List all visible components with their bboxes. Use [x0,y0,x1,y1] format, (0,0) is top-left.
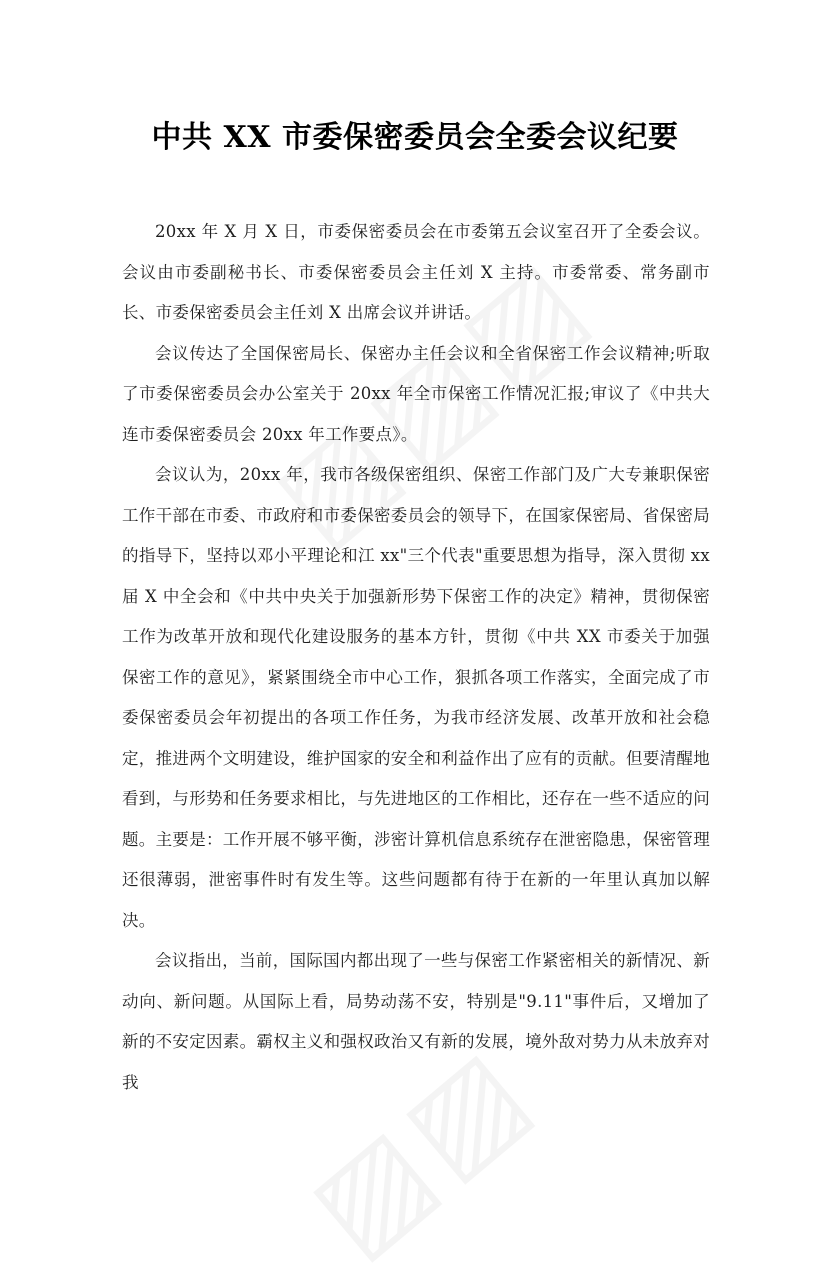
document-body [122,212,710,1103]
paragraph-meeting-assessment: 会议认为，20xx 年，我市各级保密组织、保密工作部门及广大专兼职保密工作干部在市委、市政府和市委保密委员会的领导下，在国家保密局、省保密局的指导下，坚持以邓小平理论和江 xx"三个代表"重要思想为指导，深入贯彻 xx 届 X 中全会和《中共中央关于加强新形势下保密工作的决定》精神，贯彻保密工作为改革开放和现代化建设服务的基本方针，贯彻《中共 XX 市委关于加强保密工作的意见》，紧紧围绕全市中心工作，狠抓各项工作落实，全面完成了市委保密委员会年初提出的各项工作任务，为我市经济发展、改革开放和社会稳定，推进两个文明建设，维护国家的安全和利益作出了应有的贡献。但要清醒地看到，与形势和任务要求相比，与先进地区的工作相比，还存在一些不适应的问题。主要是：工作开展不够平衡，涉密计算机信息系统存在泄密隐患，保密管理还很薄弱，泄密事件时有发生等。这些问题都有待于在新的一年里认真加以解决。 [122,465,710,930]
paragraph-meeting-situation: 会议指出，当前，国际国内都出现了一些与保密工作紧密相关的新情况、新动向、新问题。从国际上看，局势动荡不安，特别是"9.11"事件后，又增加了新的不安定因素。霸权主义和强权政治又有新的发展，境外敌对势力从未放弃对我 [122,951,710,1092]
document-title: 中共 XX 市委保密委员会全委会议纪要 [151,120,679,155]
paragraph-meeting-agenda: 会议传达了全国保密局长、保密办主任会议和全省保密工作会议精神;听取了市委保密委员会办公室关于 20xx 年全市保密工作情况汇报;审议了《中共大连市委保密委员会 20xx 年工作要点》。 [122,343,710,444]
paragraph-meeting-info: 20xx 年 X 月 X 日，市委保密委员会在市委第五会议室召开了全委会议。会议由市委副秘书长、市委保密委员会主任刘 X 主持。市委常委、常务副市长、市委保密委员会主任刘 X 出席会议并讲话。 [122,222,710,322]
